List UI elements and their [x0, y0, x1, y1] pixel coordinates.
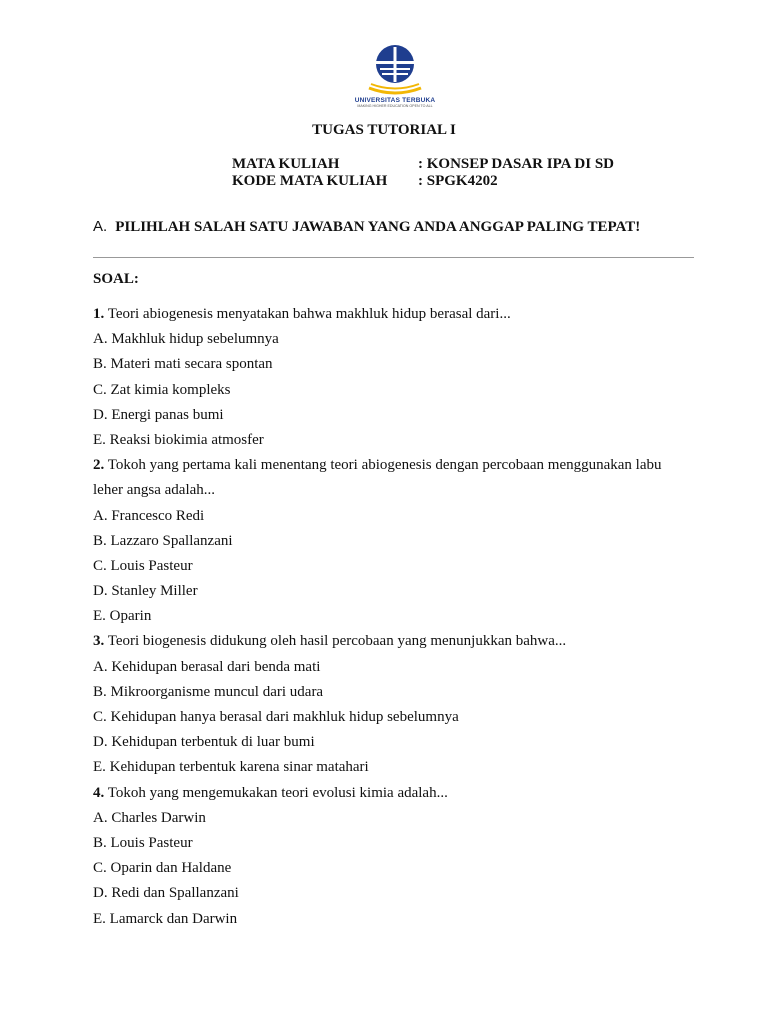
- logo-tagline: MAKING HIGHER EDUCATION OPEN TO ALL: [357, 104, 433, 108]
- question-text: Teori biogenesis didukung oleh hasil percobaan yang menunjukkan bahwa...: [107, 633, 567, 650]
- answer-option: B. Materi mati secara spontan: [93, 356, 273, 373]
- answer-option: B. Louis Pasteur: [93, 834, 193, 851]
- meta-value: : SPGK4202: [418, 173, 498, 189]
- question-number: 1.: [93, 306, 105, 322]
- meta-label: MATA KULIAH: [232, 156, 340, 172]
- question-text: Teori abiogenesis menyatakan bahwa makhluk hidup berasal dari...: [107, 306, 511, 322]
- question-text: Tokoh yang pertama kali menentang teori abiogenesis dengan percobaan menggunakan labu: [107, 457, 662, 474]
- answer-option: B. Lazzaro Spallanzani: [93, 532, 233, 549]
- meta-value: : KONSEP DASAR IPA DI SD: [418, 156, 615, 172]
- answer-option: D. Energi panas bumi: [93, 406, 224, 423]
- meta-row-code: [232, 173, 498, 190]
- question-1: [93, 302, 703, 327]
- horizontal-rule: [93, 257, 694, 258]
- answer-option: E. Oparin: [93, 608, 152, 625]
- question-number: 3.: [93, 633, 105, 650]
- meta-label: KODE MATA KULIAH: [232, 173, 388, 189]
- answer-option: C. Kehidupan hanya berasal dari makhluk hidup sebelumnya: [93, 709, 459, 725]
- question-list: [93, 302, 703, 932]
- answer-option: C. Oparin dan Haldane: [93, 860, 232, 877]
- section-letter: A.: [93, 218, 108, 235]
- logo-text: UNIVERSITAS TERBUKA: [354, 97, 436, 104]
- answer-option: A. Charles Darwin: [93, 809, 206, 826]
- answer-option: E. Lamarck dan Darwin: [93, 910, 238, 927]
- question-4: [93, 781, 703, 806]
- soal-label: SOAL:: [93, 271, 139, 287]
- section-heading: [93, 218, 640, 236]
- question-number: 2.: [93, 457, 105, 474]
- section-instruction: PILIHLAH SALAH SATU JAWABAN YANG ANDA ANGGAP PALING TEPAT!: [115, 219, 641, 235]
- answer-option: C. Zat kimia kompleks: [93, 381, 231, 398]
- answer-option: D. Stanley Miller: [93, 583, 198, 600]
- answer-option: E. Kehidupan terbentuk karena sinar matahari: [93, 759, 369, 776]
- question-number: 4.: [93, 784, 105, 801]
- answer-option: A. Kehidupan berasal dari benda mati: [93, 658, 321, 675]
- answer-option: A. Makhluk hidup sebelumnya: [93, 331, 279, 348]
- answer-option: D. Kehidupan terbentuk di luar bumi: [93, 734, 315, 751]
- question-3: [93, 629, 703, 654]
- document-title: TUGAS TUTORIAL I: [312, 122, 456, 138]
- answer-option: A. Francesco Redi: [93, 507, 205, 524]
- question-text-continued: leher angsa adalah...: [93, 482, 216, 499]
- answer-option: C. Louis Pasteur: [93, 557, 193, 574]
- answer-option: B. Mikroorganisme muncul dari udara: [93, 683, 324, 700]
- meta-row-course: [232, 156, 614, 173]
- answer-option: D. Redi dan Spallanzani: [93, 885, 239, 902]
- question-2: [93, 453, 703, 478]
- answer-option: E. Reaksi biokimia atmosfer: [93, 431, 264, 448]
- question-text: Tokoh yang mengemukakan teori evolusi kimia adalah...: [107, 784, 448, 801]
